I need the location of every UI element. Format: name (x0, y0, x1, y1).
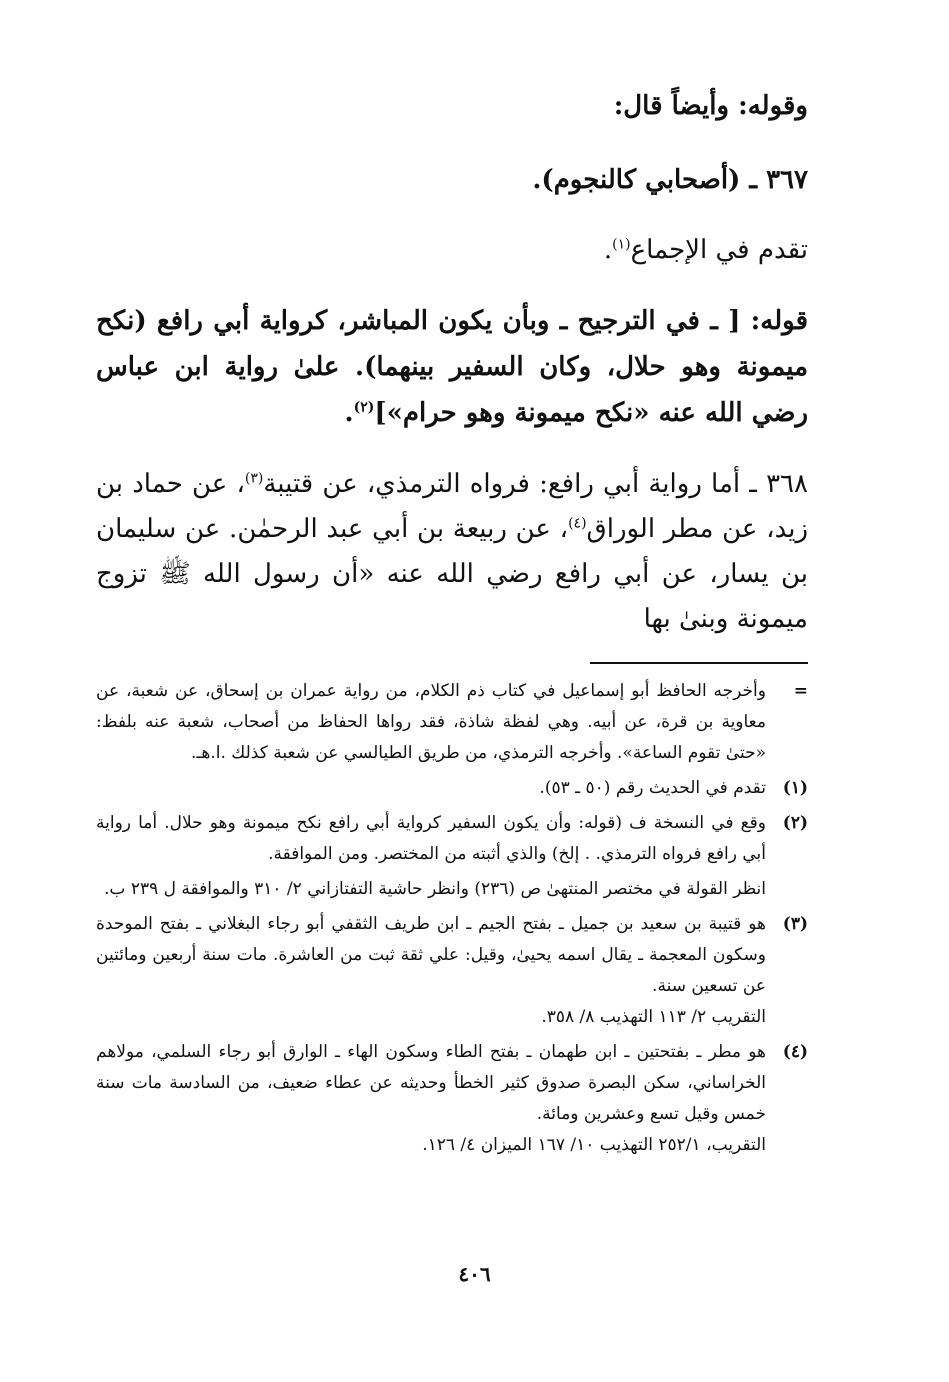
footnote-ref-3: (٣) (244, 470, 264, 487)
footnote-marker: = (793, 681, 808, 701)
footnote-reference: التقريب، ٢٥٢/١ التهذيب ١٠/ ١٦٧ الميزان ٤/ ١٢٦. (422, 1135, 766, 1155)
footnotes (96, 676, 808, 1161)
footnote-marker: (٢) (782, 813, 808, 833)
quote-end: . (344, 398, 354, 428)
footnote-text: هو مطر ـ بفتحتين ـ ابن طهمان ـ بفتح الطاء وسكون الهاء ـ الوارق أبو رجاء السلمي، مولاهم الخراساني، سكن البصرة صدوق كثير الخطأ وحديثه عن عطاء ضعيف، من السادسة مات سنة خمس وقيل تسع وعشرين ومائة. (96, 1042, 766, 1124)
footnote-text: وقع في النسخة ف (قوله: وأن يكون السفير كرواية أبي رافع نكح ميمونة وهو حلال. أما رواية أبي رافع فرواه الترمذي. . إلخ) والذي أثبته من المختصر. ومن الموافقة. (96, 813, 766, 864)
footnote-text: وأخرجه الحافظ أبو إسماعيل في كتاب ذم الكلام، من رواية عمران بن إسحاق، عن شعبة، عن معاوية بن قرة، عن أبيه. وهي لفظة شاذة، فقد رواها الحفاظ من أصحاب، شعبة عنه بلفظ: «حتىٰ تقوم الساعة». وأخرجه الترمذي، من طريق الطيالسي عن شعبة كذلك .ا.هـ. (96, 681, 766, 763)
footnote-reference: التقريب ٢/ ١١٣ التهذيب ٨/ ٣٥٨. (541, 1007, 766, 1027)
footnote-body (96, 909, 766, 1033)
footnote-reference: انظر القولة في مختصر المنتهىٰ ص (٢٣٦) وانظر حاشية التفتازاني ٢/ ٣١٠ والموافقة ل ٢٣٩ ب. (104, 879, 766, 899)
hadith-368 (96, 462, 808, 642)
book-page (96, 78, 808, 1318)
footnote-marker: (١) (782, 778, 808, 798)
narration-part-c: ، عن ربيعة بن أبي عبد الرحمٰن. عن سليمان بن يسار، عن أبي رافع رضي الله عنه «أن رسول الله ﷺ تزوج ميمونة وبنىٰ بها (96, 514, 808, 634)
footnote-body (96, 1037, 766, 1161)
footnote-1 (96, 773, 808, 804)
narration-part-a: ٣٦٨ ـ أما رواية أبي رافع: فرواه الترمذي، عن قتيبة (263, 469, 808, 499)
quote-paragraph (96, 298, 808, 436)
intro-line: وقوله: وأيضاً قال: (613, 91, 808, 121)
note-line (96, 226, 808, 274)
footnote-continued (96, 676, 808, 769)
footnote-2 (96, 808, 808, 905)
footnote-marker: (٤) (782, 1042, 808, 1062)
footnote-ref-2: (٢) (353, 399, 375, 416)
footnote-ref-4: (٤) (568, 515, 587, 532)
note-text: تقدم في الإجماع (630, 235, 808, 265)
footnote-3 (96, 909, 808, 1033)
page-number: ٤٠٦ (458, 1262, 491, 1286)
footnote-text: تقدم في الحديث رقم (٥٠ ـ ٥٣). (539, 778, 766, 798)
footnote-4 (96, 1037, 808, 1161)
quote-text: قوله: [ ـ في الترجيح ـ وبأن يكون المباشر، كرواية أبي رافع (نكح ميمونة وهو حلال، وكان السفير بينهما). علىٰ رواية ابن عباس رضي الله عنه «نكح ميمونة وهو حرام»] (96, 306, 808, 428)
note-end: . (603, 235, 613, 265)
footnote-text: هو قتيبة بن سعيد بن جميل ـ بفتح الجيم ـ ابن طريف الثقفي أبو رجاء البغلاني ـ بفتح الموحدة وسكون المعجمة ـ يقال اسمه يحيىٰ، وقيل: علي ثقة ثبت من العاشرة. مات سنة أربعين ومائتين عن تسعين سنة. (96, 914, 766, 996)
footnote-ref-1: (١) (612, 236, 631, 253)
footnote-separator (590, 662, 808, 664)
narration-part-b: ، عن حماد بن زيد، عن مطر الوراق (96, 469, 809, 544)
main-text (96, 82, 808, 642)
hadith-367: ٣٦٧ ـ (أصحابي كالنجوم). (532, 165, 808, 195)
footnote-body (96, 808, 766, 905)
footnote-marker: (٣) (782, 914, 808, 934)
